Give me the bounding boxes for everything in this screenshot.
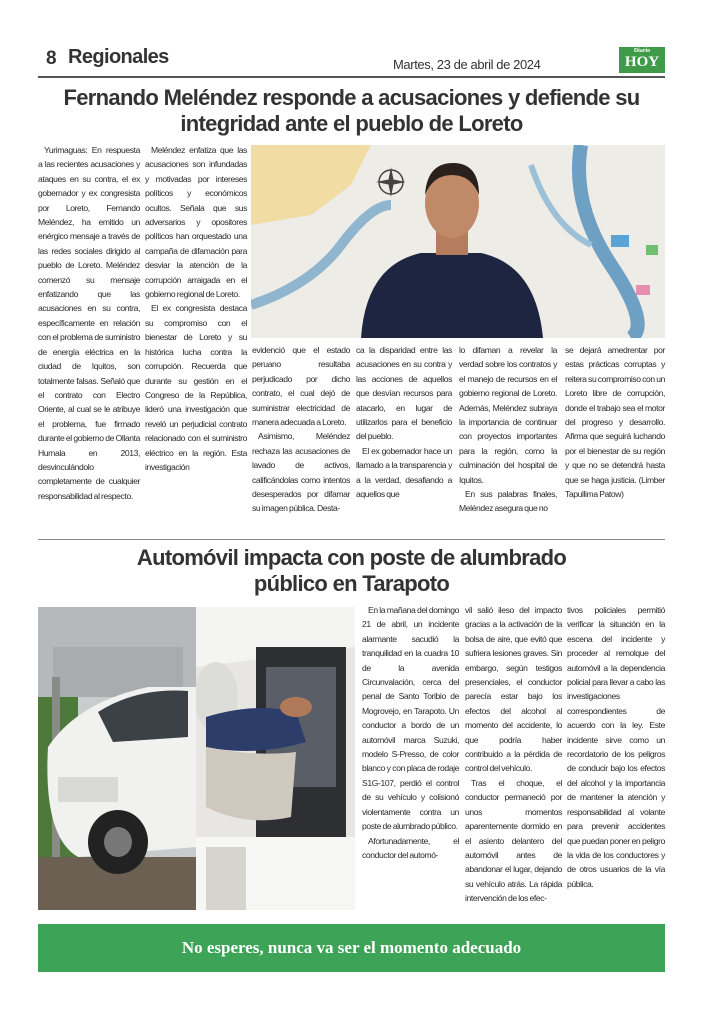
paragraph: se dejará amedrentar por estas prácticas corruptas y reitera su compromiso con un Loreto libre de corrupción, donde el trabajo sea el motor del progreso y desarrollo. Afirma que seguirá luchando por el bienestar de su región y que no se detendrá hasta que se haga justicia. (Limber Tapullima Patow) [565, 345, 666, 500]
headline-line: Fernando Meléndez responde a acusaciones y defiende su [63, 85, 640, 110]
paragraph: Tras el choque, el conductor permaneció por unos momentos aparentemente dormido en el asiento delantero del automóvil antes de abandonar el lugar, dejando su vehículo atrás. La rápida intervención de los efec- [465, 777, 562, 904]
paragraph: ca la disparidad entre las acusaciones en su contra y las acciones de aquellos que desvían recursos para atacarlo, en lugar de utilizarlos para el beneficio del pueblo. [356, 345, 452, 442]
paragraph: El ex congresista destaca su compromiso con el bienestar de Loreto y su histórica lucha contra la corrupción. Recuerda que durante su gestión en el Congreso de la República, lideró una investigación que reveló un perjudicial contrato relacionado con el suministro eléctrico en la región. Esta investigación [145, 303, 247, 472]
article2-headline [38, 545, 665, 597]
car-interior-photo [196, 607, 355, 910]
paragraph: evidenció que el estado peruano resultaba perjudicado por dicho contrato, el cual dejó de suministrar electricidad de manera adecuada a Loreto. [252, 345, 350, 428]
article1-column [145, 143, 247, 474]
paragraph: tivos policiales permitió verificar la situación en la escena del incidente y proceder al remolque del automóvil a la dependencia policial para llevar a cabo las investigaciones correspondientes de acuerdo con la ley. Este incidente sirve como un recordatorio de los peligros de conducir bajo los efectos del alcohol y la importancia de mantener la atención y responsabilidad al volante para prevenir accidentes que puedan poner en peligro la vida de los conductores y de otros usuarios de la vía pública. [567, 605, 665, 889]
article1-column [565, 343, 665, 501]
paragraph: Meléndez enfatiza que las acusaciones son infundadas y motivadas por intereses políticos y económicos ocultos. Señala que sus adversarios y opositores políticos han orquestado una campaña de difamación para desviar la atención de la corrupción arraigada en el gobierno regional de Loreto. [145, 145, 247, 300]
article1-column [38, 143, 140, 503]
crashed-car-photo [38, 607, 196, 910]
article2-column [567, 603, 665, 891]
article1-column [252, 343, 350, 516]
article1-column [459, 343, 557, 516]
article2-column [362, 603, 459, 862]
article1-photo [251, 145, 665, 338]
headline-line: Automóvil impacta con poste de alumbrado [136, 545, 567, 570]
article-divider [38, 539, 665, 540]
article2-column [465, 603, 562, 906]
paragraph: vil salió ileso del impacto gracias a la activación de la bolsa de aire, que evitó que sufriera lesiones graves. Sin embargo, según testigos presenciales, el conductor parecía estar bajo los efectos del alcohol al momento del accidente, lo que podría haber contribuido a la pérdida de control del vehículo. [465, 605, 562, 774]
page-number: 8 [46, 48, 57, 69]
slogan-banner: No esperes, nunca va ser el momento adecuado [38, 924, 665, 972]
paragraph: Afortunadamente, el conductor del automó- [362, 835, 459, 860]
header-divider [38, 76, 665, 78]
paragraph: En la mañana del domingo 21 de abril, un incidente alarmante sacudió la tranquilidad en la cuadra 10 de la avenida Circunvalación, cerca del penal de Santo Toribio de Mogrovejo, en Tarapoto. Un conductor a bordo de un automóvil marca Suzuki, modelo S-Presso, de color blanco y con placa de rodaje S1G-107, perdió el control de su vehículo y colisionó violentamente contra un poste de alumbrado público. [362, 605, 459, 832]
issue-date: Martes, 23 de abril de 2024 [393, 57, 541, 72]
paragraph: Yurimaguas: En respuesta a las recientes acusaciones y ataques en su contra, el ex gobernador y ex congresista por Loreto, Fernando Meléndez, ha emitido un enérgico mensaje a través de las redes sociales dirigido al pueblo de Loreto. Meléndez comenzó su mensaje enfatizando que las acusaciones en su contra, específicamente en relación con el problema de suministro de energía eléctrica en la ciudad de Iquitos, son totalmente falsas. Señaló que el contrato con Electro Oriente, al cual se le atribuye el problema, fue firmado durante el gobierno de Ollanta Humala en 2013, desvinculándolo completamente de cualquier responsabilidad al respecto. [38, 145, 140, 501]
paragraph: El ex gobernador hace un llamado a la transparencia y a la verdad, desafiando a aquellos que [356, 445, 452, 500]
video-still-map-man [251, 145, 665, 338]
logo-small-text: Diario [633, 48, 651, 54]
newspaper-logo [619, 47, 665, 73]
logo-big-text: HOY [624, 54, 660, 70]
article1-headline [38, 85, 665, 137]
headline-line: público en Tarapoto [253, 571, 450, 596]
section-title: Regionales [68, 46, 169, 68]
headline-line: integridad ante el pueblo de Loreto [180, 111, 523, 136]
paragraph: En sus palabras finales, Meléndez asegura que no [459, 489, 557, 514]
paragraph: lo difaman a revelar la verdad sobre los contratos y el manejo de recursos en el gobierno regional de Loreto. Además, Meléndez subraya la importancia de continuar con proyectos importantes para la región, como la culminación del hospital de Iquitos. [459, 345, 557, 485]
article1-column [356, 343, 452, 501]
paragraph: Asimismo, Meléndez rechaza las acusaciones de lavado de activos, calificándolas como intentos desesperados por difamar su imagen pública. Desta- [252, 431, 350, 514]
